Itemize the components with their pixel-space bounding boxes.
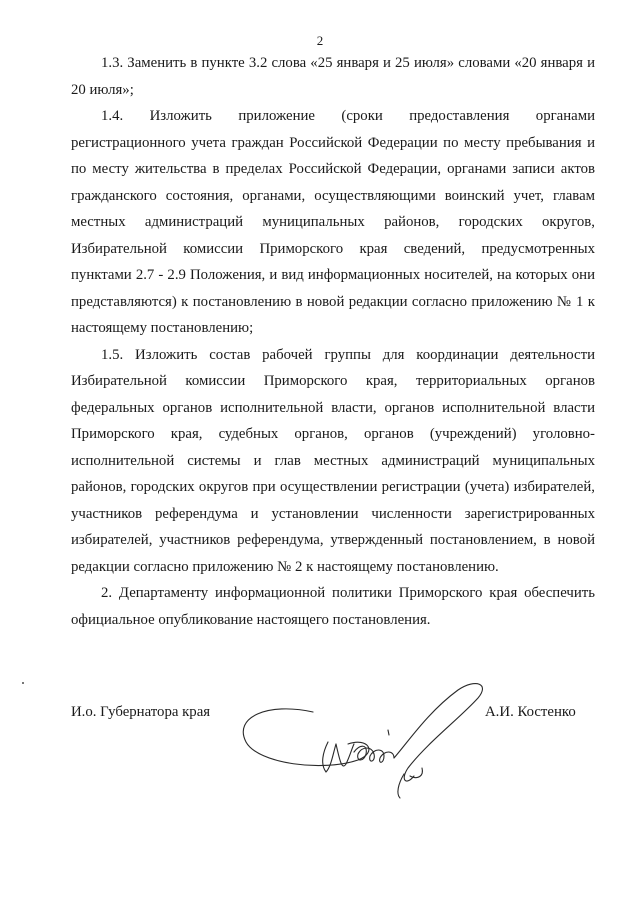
page-number: 2 [316, 33, 324, 48]
margin-mark [22, 682, 24, 684]
paragraph-1-4: 1.4. Изложить приложение (сроки предоставления органами регистрационного учета граждан Российской Федерации по месту пребывания и по месту жительства в пределах Российской Федерации, органами записи актов гражданского состояния, органами, осуществляющими воинский учет, главам местных администраций муниципальных районов, городских округов, Избирательной комиссии Приморского края сведений, предусмотренных пунктами 2.7 - 2.9 Положения, и вид информационных носителей, на которых они представляются) к постановлению в новой редакции согласно приложению № 1 к настоящему постановлению; [71, 108, 595, 336]
paragraph-1-3: 1.3. Заменить в пункте 3.2 слова «25 января и 25 июля» словами «20 января и 20 июля»; [71, 55, 595, 98]
paragraph-1-5: 1.5. Изложить состав рабочей группы для координации деятельности Избирательной комиссии Приморского края, территориальных органов федеральных органов исполнительной власти, органов исполнительной власти Приморского края, судебных органов, органов (учреждений) уголовно-исполнительной системы и глав местных администраций муниципальных районов, городских округов при осуществлении регистрации (учета) избирателей, участников референдума и установлении численности зарегистрированных избирателей, участников референдума, утвержденный постановлением, в новой редакции согласно приложению № 2 к настоящему постановлению. [71, 346, 595, 575]
signatory-title: И.о. Губернатора края [71, 704, 211, 720]
paragraph-2: 2. Департаменту информационной политики Приморского края обеспечить официальное опубликование настоящего постановления. [71, 585, 595, 628]
signatory-name: А.И. Костенко [485, 704, 576, 720]
handwritten-signature [228, 672, 498, 802]
document-body [71, 50, 595, 633]
